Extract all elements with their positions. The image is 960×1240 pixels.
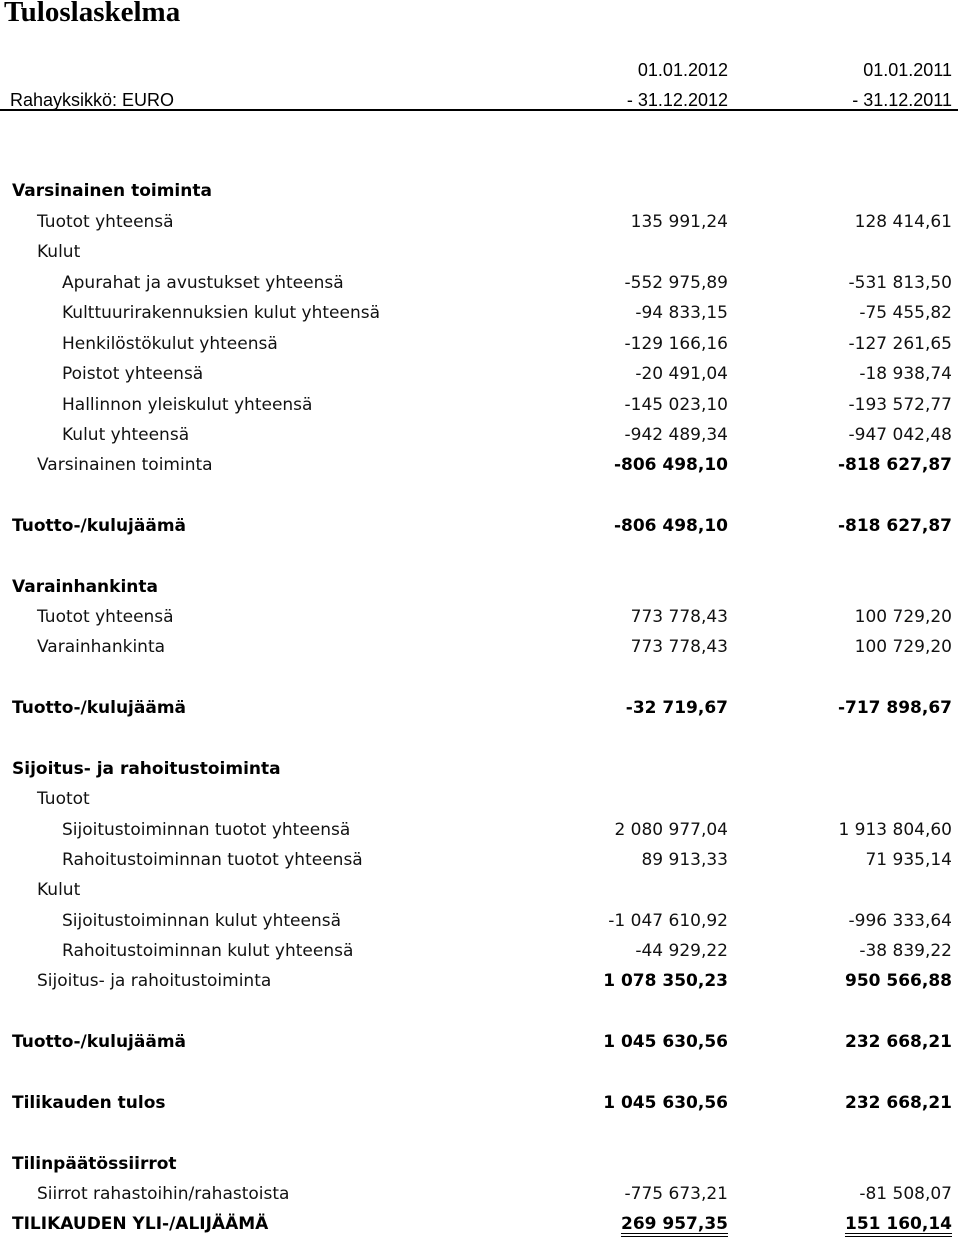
value-2011: 950 566,88: [844, 971, 952, 991]
table-row: [0, 936, 960, 966]
period-start-row: [0, 55, 960, 85]
section-total-row: [0, 450, 960, 480]
value-2011: 232 668,21: [844, 1093, 952, 1113]
value-2012: 1 045 630,56: [603, 1093, 728, 1113]
row-label: Tuotto-/kulujäämä: [12, 698, 187, 718]
row-label: Sijoitustoiminnan tuotot yhteensä: [62, 820, 351, 840]
value-2012: -1 047 610,92: [608, 911, 728, 931]
page-title: Tuloslaskelma: [4, 0, 181, 28]
value-2012: -20 491,04: [635, 364, 728, 384]
value-2012: 1 045 630,56: [603, 1032, 728, 1052]
period-end-2011: - 31.12.2011: [852, 90, 952, 110]
section-heading-tilinpaatossiirrot: [0, 1149, 960, 1179]
row-label: Varsinainen toiminta: [37, 455, 213, 475]
value-2012: -145 023,10: [624, 395, 728, 415]
row-label: Tilinpäätössiirrot: [12, 1154, 177, 1174]
row-label: Kulut: [37, 242, 81, 262]
row-label: Tuotto-/kulujäämä: [12, 1032, 187, 1052]
header-divider: [0, 109, 958, 111]
table-row: [0, 906, 960, 936]
section-total-row: [0, 966, 960, 996]
row-label: Varainhankinta: [12, 577, 158, 597]
value-2011: 100 729,20: [854, 607, 952, 627]
period-end-2012: - 31.12.2012: [626, 90, 728, 110]
value-2012: -44 929,22: [635, 941, 728, 961]
table-row: [0, 329, 960, 359]
value-2011: -818 627,87: [837, 455, 952, 475]
value-2011: 151 160,14: [844, 1214, 952, 1234]
value-2012: -129 166,16: [624, 334, 728, 354]
value-2012: -806 498,10: [613, 455, 728, 475]
row-label: Henkilöstökulut yhteensä: [62, 334, 278, 354]
value-2011: 100 729,20: [854, 637, 952, 657]
row-label: Kulut yhteensä: [62, 425, 190, 445]
table-row: [0, 298, 960, 328]
row-label: Rahoitustoiminnan kulut yhteensä: [62, 941, 354, 961]
row-label: Kulttuurirakennuksien kulut yhteensä: [62, 303, 381, 323]
row-label: Poistot yhteensä: [62, 364, 204, 384]
value-2011: 128 414,61: [854, 212, 952, 232]
row-label: Tuotot yhteensä: [37, 212, 174, 232]
result-row: [0, 1027, 960, 1057]
row-label: TILIKAUDEN YLI-/ALIJÄÄMÄ: [12, 1214, 269, 1234]
row-label: Kulut: [37, 880, 81, 900]
value-2012: 269 957,35: [620, 1214, 728, 1234]
subheading-kulut: [0, 237, 960, 267]
table-row: [0, 815, 960, 845]
unit-label: Rahayksikkö: EURO: [10, 90, 175, 110]
value-2012: -94 833,15: [635, 303, 728, 323]
value-2012: -942 489,34: [624, 425, 728, 445]
row-label: Rahoitustoiminnan tuotot yhteensä: [62, 850, 363, 870]
value-2011: 232 668,21: [844, 1032, 952, 1052]
value-2011: 1 913 804,60: [838, 820, 952, 840]
value-2012: -806 498,10: [613, 516, 728, 536]
table-row: [0, 390, 960, 420]
row-label: Tilikauden tulos: [12, 1093, 166, 1113]
value-2012: 773 778,43: [630, 637, 728, 657]
section-total-row: [0, 632, 960, 662]
table-row: [0, 268, 960, 298]
table-row: [0, 359, 960, 389]
value-2011: -947 042,48: [848, 425, 952, 445]
row-label: Apurahat ja avustukset yhteensä: [62, 273, 344, 293]
value-2011: -81 508,07: [859, 1184, 952, 1204]
subheading-tuotot: [0, 784, 960, 814]
value-2011: -818 627,87: [837, 516, 952, 536]
value-2012: 1 078 350,23: [603, 971, 728, 991]
row-label: Hallinnon yleiskulut yhteensä: [62, 395, 313, 415]
period-start-2012: 01.01.2012: [637, 60, 728, 80]
section-heading-varsinainen-toiminta: [0, 176, 960, 206]
table-row: [0, 845, 960, 875]
row-label: Tuotot yhteensä: [37, 607, 174, 627]
value-2012: -32 719,67: [625, 698, 728, 718]
value-2011: -717 898,67: [837, 698, 952, 718]
row-label: Sijoitus- ja rahoitustoiminta: [12, 759, 281, 779]
value-2011: -531 813,50: [848, 273, 952, 293]
result-row: [0, 511, 960, 541]
section-heading-varainhankinta: [0, 572, 960, 602]
value-2012: 135 991,24: [630, 212, 728, 232]
row-label: Varainhankinta: [37, 637, 166, 657]
subtotal-row: [0, 420, 960, 450]
row-label: Sijoitus- ja rahoitustoiminta: [37, 971, 272, 991]
row-label: Tuotto-/kulujäämä: [12, 516, 187, 536]
row-label: Tuotot: [37, 789, 90, 809]
row-label: Varsinainen toiminta: [12, 181, 212, 201]
subheading-kulut: [0, 875, 960, 905]
value-2011: -38 839,22: [859, 941, 952, 961]
period-result-row: [0, 1088, 960, 1118]
value-2011: 71 935,14: [865, 850, 952, 870]
row-label: Sijoitustoiminnan kulut yhteensä: [62, 911, 342, 931]
value-2011: -127 261,65: [848, 334, 952, 354]
value-2012: -552 975,89: [624, 273, 728, 293]
table-row: [0, 602, 960, 632]
value-2012: 89 913,33: [641, 850, 728, 870]
section-heading-sijoitus-ja-rahoitustoiminta: [0, 754, 960, 784]
value-2011: -193 572,77: [848, 395, 952, 415]
value-2012: 773 778,43: [630, 607, 728, 627]
row-label: Siirrot rahastoihin/rahastoista: [37, 1184, 290, 1204]
surplus-deficit-row: [0, 1209, 960, 1239]
period-start-2011: 01.01.2011: [863, 60, 952, 80]
value-2012: -775 673,21: [624, 1184, 728, 1204]
table-row: [0, 1179, 960, 1209]
table-row: [0, 207, 960, 237]
value-2012: 2 080 977,04: [614, 820, 728, 840]
value-2011: -18 938,74: [859, 364, 952, 384]
value-2011: -996 333,64: [848, 911, 952, 931]
result-row: [0, 693, 960, 723]
value-2011: -75 455,82: [859, 303, 952, 323]
